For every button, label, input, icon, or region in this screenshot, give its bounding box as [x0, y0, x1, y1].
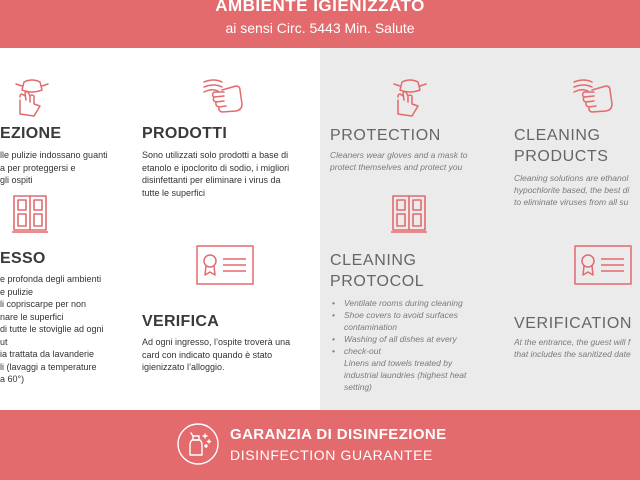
- protocol-item: • Shoe covers to avoid surfaces: [332, 309, 512, 321]
- cleaning-products-line: hypochlorite based, the best di: [514, 185, 630, 195]
- cleaning-protocol-list: [332, 297, 512, 393]
- cleaning-products-line: to eliminate viruses from all su: [514, 197, 629, 207]
- footer-title-italian: GARANZIA DI DISINFEZIONE: [230, 426, 447, 443]
- processo-item: a 60°): [0, 374, 25, 384]
- processo-item: • ia trattata da lavanderie: [0, 348, 128, 361]
- gloves-icon: [388, 76, 432, 120]
- processo-item: ut: [0, 336, 8, 347]
- page-subtitle: ai sensi Circ. 5443 Min. Salute: [225, 20, 415, 36]
- protocol-item: • Washing of all dishes at every: [332, 333, 512, 345]
- prodotti-heading: PRODOTTI: [142, 125, 228, 142]
- sanitizer-bottle-icon: [176, 422, 220, 466]
- processo-item: nare le superfici: [0, 311, 64, 322]
- footer-title-english: DISINFECTION GUARANTEE: [230, 447, 433, 463]
- prodotti-line: Sono utilizzati solo prodotti a base di: [142, 150, 289, 160]
- processo-item: • e pulizie: [0, 286, 128, 299]
- page-title: AMBIENTE IGIENIZZATO: [215, 0, 425, 15]
- cleaning-products-line: Cleaning solutions are ethanol: [514, 173, 629, 183]
- prodotti-line: disinfettanti per eliminare i virus da: [142, 175, 281, 185]
- cleaning-products-text: [514, 172, 640, 208]
- cleaning-products-heading: [514, 125, 609, 167]
- heading-line: PRODUCTS: [514, 148, 609, 165]
- protection-text: [330, 149, 505, 173]
- verifica-line: igienizzato l’alloggio.: [142, 362, 225, 372]
- verifica-line: Ad ogni ingresso, l’ospite troverà una: [142, 337, 291, 347]
- prodotti-line: etanolo e ipoclorito di sodio, i migliori: [142, 162, 290, 173]
- protezione-heading: EZIONE: [0, 125, 62, 142]
- verifica-text: [142, 336, 317, 374]
- prodotti-line: tutte le superfici: [142, 187, 206, 198]
- protocol-item: • Ventilate rooms during cleaning: [332, 297, 512, 309]
- verification-heading: VERIFICATION: [514, 315, 633, 332]
- cleaning-hand-icon: [200, 76, 248, 116]
- protocol-item: Linens and towels treated by: [344, 358, 453, 368]
- footer-banner: [0, 410, 640, 480]
- protocol-item: • check-out: [332, 345, 512, 357]
- processo-item: • li copriscarpe per non: [0, 298, 128, 311]
- protezione-line: lle pulizie indossano guanti: [0, 150, 108, 160]
- verification-text: [514, 336, 640, 360]
- verification-line: At the entrance, the guest will f: [514, 337, 631, 347]
- heading-line: PROTOCOL: [330, 273, 425, 290]
- card-icon: [574, 245, 632, 285]
- verification-line: that includes the sanitized date: [514, 349, 631, 359]
- verifica-heading: VERIFICA: [142, 313, 220, 330]
- processo-list: [0, 273, 128, 386]
- protocol-item: industrial laundries (highest heat: [344, 370, 467, 380]
- protocol-item: contamination: [344, 322, 397, 332]
- verifica-line: card con indicato quando è stato: [142, 349, 273, 360]
- window-icon: [391, 194, 427, 234]
- protection-heading: PROTECTION: [330, 127, 441, 144]
- protezione-line: a per proteggersi e: [0, 162, 76, 173]
- protection-line: Cleaners wear gloves and a mask to: [330, 150, 468, 160]
- cleaning-protocol-heading: [330, 250, 424, 292]
- processo-heading: ESSO: [0, 250, 46, 267]
- processo-item: li (lavaggi a temperature: [0, 361, 97, 372]
- gloves-icon: [10, 76, 54, 120]
- protezione-text: [0, 149, 130, 187]
- protezione-line: gli ospiti: [0, 175, 33, 185]
- header-banner: [0, 0, 640, 48]
- prodotti-text: [142, 149, 317, 199]
- cleaning-hand-icon: [570, 76, 618, 116]
- processo-item: • di tutte le stoviglie ad ogni: [0, 323, 128, 336]
- window-icon: [12, 194, 48, 234]
- card-icon: [196, 245, 254, 285]
- heading-line: CLEANING: [330, 252, 417, 269]
- processo-item: • e profonda degli ambienti: [0, 273, 128, 286]
- heading-line: CLEANING: [514, 127, 601, 144]
- protocol-item: setting): [344, 382, 372, 392]
- protection-line: protect themselves and protect you: [330, 162, 463, 172]
